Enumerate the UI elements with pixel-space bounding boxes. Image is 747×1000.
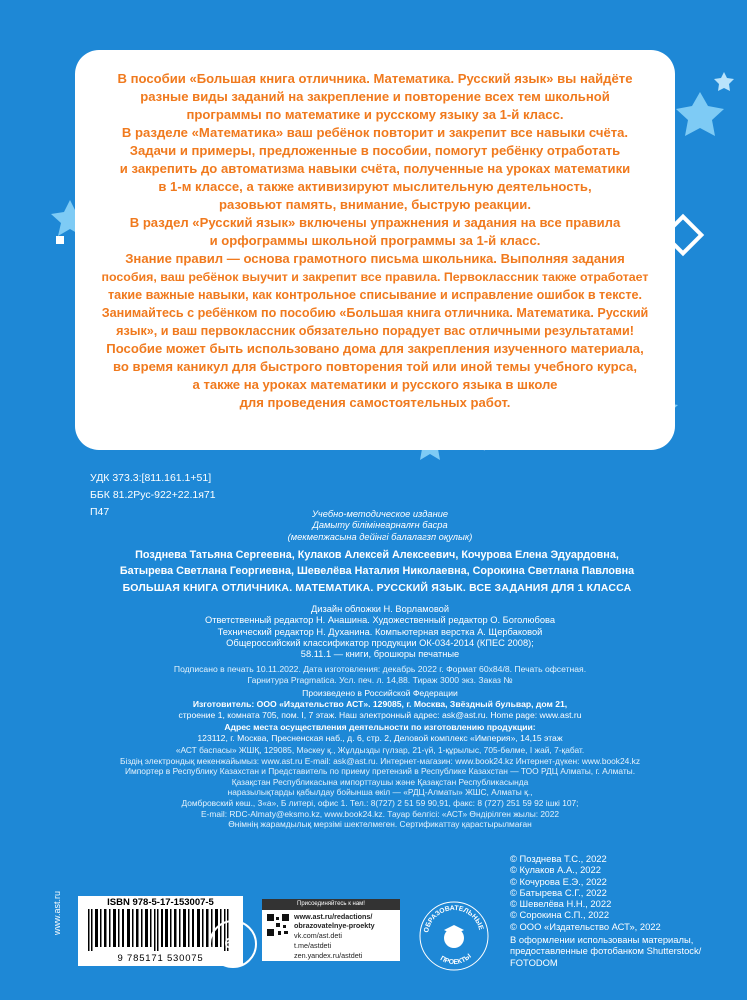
publisher-line: Изготовитель: ООО «Издательство АСТ». 129085, г. Москва, Звёздный бульвар, дом 21, bbox=[192, 699, 568, 709]
description-line: Пособие может быть использовано дома для закрепления изученного материала, bbox=[106, 341, 644, 356]
udk-code: УДК 373.3:[811.161.1+51] bbox=[90, 472, 212, 484]
social-links-block bbox=[262, 899, 400, 961]
authors-line: Батырева Светлана Георгиевна, Шевелёва Наталия Николаевна, Сорокина Светлана Павловна bbox=[119, 565, 635, 577]
kz-info bbox=[90, 745, 670, 830]
photo-credit-line: предоставленные фотобанком Shutterstock/ bbox=[510, 945, 702, 957]
qr-code-icon bbox=[266, 913, 290, 937]
kz-line: Домбровский көш., 3«а», Б литері, офис 1. Тел.: 8(727) 2 51 59 90,91, факс: 8 (727) 251 59 92 ішкі 107; bbox=[181, 797, 579, 808]
photo-credit-line: FOTODOM bbox=[510, 956, 558, 968]
edition-line: Дамыту білімінеарналғн басра bbox=[312, 520, 448, 531]
educational-projects-logo bbox=[418, 900, 490, 972]
telegram-link[interactable]: t.me/astdeti bbox=[294, 941, 332, 950]
description-line: язык», и ваш первоклассник обязательно порадует вас отличными результатами! bbox=[116, 324, 634, 338]
description-line: разные виды заданий на закрепление и повторение всех тем школьной bbox=[140, 89, 610, 104]
kz-line: E-mail: RDC-Almaty@eksmo.kz, www.book24.kz. Тауар белгісі: «АСТ» Өндірілген жылы: 2022 bbox=[200, 808, 560, 819]
description-line: пособия, ваш ребёнок выучит и закрепит все правила. Первоклассник также отработает bbox=[101, 270, 649, 284]
edition-line: Учебно-методическое издание bbox=[311, 509, 449, 519]
description-text bbox=[80, 70, 670, 412]
description-line: Задачи и примеры, предложенные в пособии, помогут ребёнку отработать bbox=[129, 143, 621, 158]
print-info bbox=[90, 664, 670, 687]
copyright-list bbox=[510, 853, 701, 968]
description-line: программы по математике и русскому языку за 1-й класс. bbox=[186, 107, 564, 122]
isbn-number: 9 785171 530075 bbox=[117, 953, 204, 964]
address-line: 123112, г. Москва, Пресненская наб., д. 6, стр. 2, Деловой комплекс «Империя», 14,15 этаж bbox=[197, 733, 563, 744]
description-line: для проведения самостоятельных работ. bbox=[239, 395, 511, 410]
credits-line: Технический редактор Н. Духанина. Компьютерная верстка А. Щербаковой bbox=[217, 626, 543, 637]
description-line: и закрепить до автоматизма навыки счёта, полученные на уроках математики bbox=[119, 161, 631, 176]
zen-link[interactable]: zen.yandex.ru/astdeti bbox=[294, 951, 363, 960]
edition-type bbox=[90, 509, 670, 543]
bbk-code: ББК 81.2Рус-922+22.1я71 bbox=[90, 489, 216, 501]
publisher-line: строение 1, комната 705, пом. I, 7 этаж. Наш электронный адрес: ask@ast.ru. Home page: www.ast.ru bbox=[178, 710, 582, 721]
social-link[interactable]: www.ast.ru/redactions/ bbox=[294, 912, 373, 921]
site-url: www.ast.ru bbox=[52, 890, 62, 935]
address-line: Адрес места осуществления деятельности по изготовлению продукции: bbox=[224, 722, 536, 732]
social-header: Присоединяйтесь к нам! bbox=[262, 899, 400, 910]
star-icon bbox=[676, 92, 724, 136]
description-line: Занимайтесь с ребёнком по пособию «Большая книга отличника. Математика. Русский bbox=[101, 306, 649, 320]
isbn-label: ISBN 978-5-17-153007-5 bbox=[107, 897, 214, 908]
made-in: Произведено в Российской Федерации bbox=[302, 688, 458, 698]
description-line: разовьют память, внимание, быструю реакции. bbox=[219, 197, 531, 212]
description-line: во время каникул для быстрого повторения той или иной темы учебного курса, bbox=[113, 359, 637, 374]
kz-line: Қазақстан Республикасына импорттаушы және Қазақстан Республикасында bbox=[231, 776, 529, 787]
star-icon bbox=[714, 72, 734, 91]
photo-credit-line: В оформлении использованы материалы, bbox=[510, 934, 694, 946]
copyright-line: © Сорокина С.П., 2022 bbox=[510, 909, 610, 921]
credits-line: 58.11.1 — книги, брошюры печатные bbox=[300, 649, 460, 660]
print-line: Подписано в печать 10.11.2022. Дата изготовления: декабрь 2022 г. Формат 60х84/8. Печать офсетная. bbox=[173, 664, 587, 674]
credits-line: Дизайн обложки Н. Ворламовой bbox=[310, 604, 450, 614]
svg-text:ОБРАЗОВАТЕЛЬНЫЕ: ОБРАЗОВАТЕЛЬНЫЕ bbox=[423, 904, 485, 934]
description-line: Знание правил — основа грамотного письма школьника. Выполняя задания bbox=[125, 251, 625, 266]
kz-line: Импортер в Республику Казахстан и Представитель по приему претензий в Республике Казахстан — ТОО РДЦ Алматы, г. Алматы. bbox=[124, 766, 636, 777]
social-link[interactable]: obrazovatelnye-proekty bbox=[294, 921, 375, 930]
vk-link[interactable]: vk.com/ast.deti bbox=[294, 931, 342, 940]
authors-line: Позднева Татьяна Сергеевна, Кулаков Алексей Алексеевич, Кочурова Елена Эдуардовна, bbox=[135, 549, 619, 561]
description-line: и орфограммы школьной программы за 1-й класс. bbox=[209, 233, 541, 248]
description-line: такие важные навыки, как контрольное списывание и исправление ошибок в тексте. bbox=[107, 288, 643, 302]
description-line: а также на уроках математики и русского языка в школе bbox=[192, 377, 558, 392]
credits bbox=[90, 604, 670, 660]
description-line: В разделе «Математика» ваш ребёнок повторит и закрепит все навыки счёта. bbox=[121, 125, 629, 140]
svg-text:ПРОЕКТЫ: ПРОЕКТЫ bbox=[438, 952, 473, 967]
print-line: Гарнитура Pragmatica. Усл. печ. л. 14,88. Тираж 3000 экз. Заказ № bbox=[247, 675, 513, 686]
copyright-line: © Позднева Т.С., 2022 bbox=[510, 853, 607, 864]
age-rating-badge: 6+ bbox=[209, 920, 257, 968]
copyright-line: © Батырева С.Г., 2022 bbox=[510, 886, 607, 898]
book-title: БОЛЬШАЯ КНИГА ОТЛИЧНИКА. МАТЕМАТИКА. РУССКИЙ ЯЗЫК. ВСЕ ЗАДАНИЯ ДЛЯ 1 КЛАССА bbox=[122, 582, 632, 594]
kz-line: Өнімнің жарамдылық мерзімі шектелмеген. Сертификаттау қарастырылмаған bbox=[228, 819, 532, 830]
credits-line: Ответственный редактор Н. Анашина. Художественный редактор О. Боголюбова bbox=[204, 615, 556, 626]
copyright-line: © ООО «Издательство АСТ», 2022 bbox=[510, 920, 661, 932]
description-line: В пособии «Большая книга отличника. Математика. Русский язык» вы найдёте bbox=[117, 71, 633, 86]
edition-line: (мекмепжасына дейінгі балалагзп оқулык) bbox=[287, 531, 473, 542]
publisher-info bbox=[90, 699, 670, 722]
kz-line: наразылықтарды қабылдау бойынша өкіл — «РДЦ-Алматы» ЖШС, Алматы қ., bbox=[227, 787, 533, 798]
square-icon bbox=[56, 236, 64, 244]
credits-line: Общероссийский классификатор продукции ОК-034-2014 (КПЕС 2008); bbox=[226, 637, 534, 648]
author-mark: П47 bbox=[90, 506, 110, 518]
authors bbox=[82, 547, 672, 579]
kz-line: Біздің электрондық мекенжайымыз: www.ast.ru E-mail: ask@ast.ru. Интернет-магазин: www.book24.kz Интернет-дүкен: www.book24.kz bbox=[119, 755, 641, 766]
copyright-line: © Кочурова Е.Э., 2022 bbox=[510, 875, 607, 887]
kz-line: «АСТ баспасы» ЖШҚ, 129085, Мәскеу қ., Жұлдызды гүлзар, 21-үй, 1-құрылыс, 705-бөлме, I жай, 7-қабат. bbox=[175, 745, 585, 755]
description-line: в 1-м классе, а также активизируют мыслительную деятельность, bbox=[158, 179, 592, 194]
description-line: В раздел «Русский язык» включены упражнения и задания на все правила bbox=[129, 215, 621, 230]
copyright-line: © Шевелёва Н.Н., 2022 bbox=[510, 898, 612, 910]
copyright-line: © Кулаков А.А., 2022 bbox=[510, 864, 601, 876]
address-info bbox=[90, 722, 670, 745]
